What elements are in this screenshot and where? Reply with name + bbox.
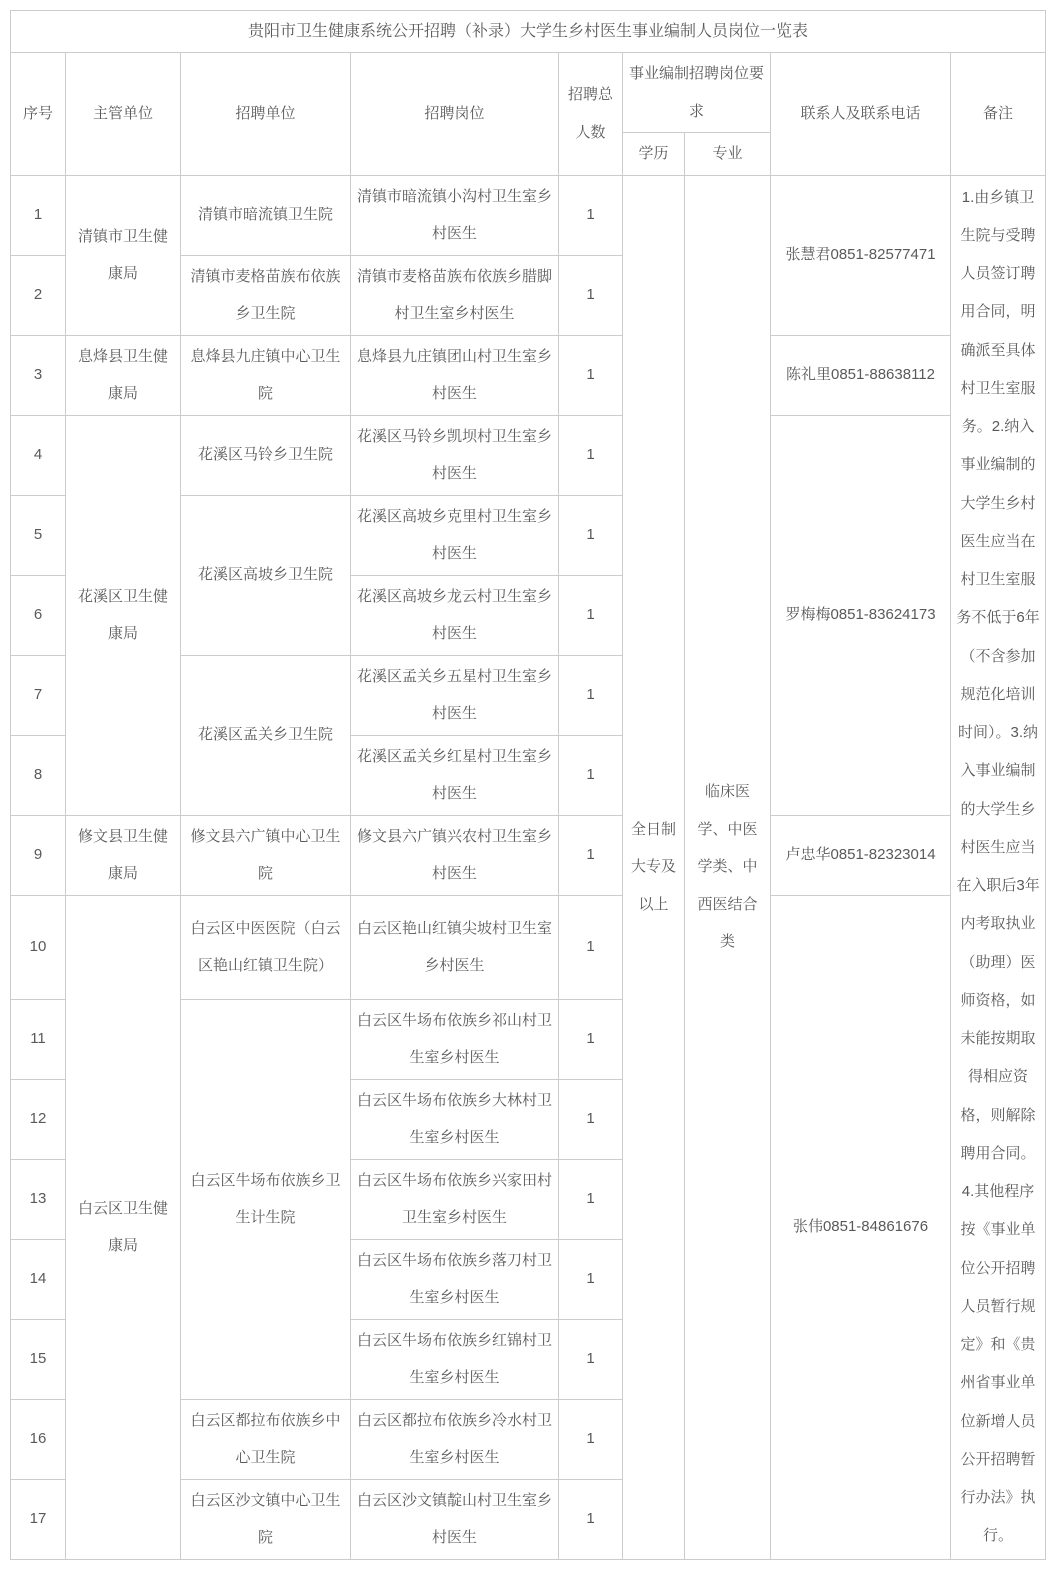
- major-cell: 临床医学、中医学类、中西医结合类: [685, 175, 771, 1559]
- supervisor-cell: 修文县卫生健康局: [66, 815, 181, 895]
- seq-cell: 14: [11, 1239, 66, 1319]
- count-cell: 1: [559, 575, 623, 655]
- seq-cell: 15: [11, 1319, 66, 1399]
- position-cell: 花溪区孟关乡红星村卫生室乡村医生: [351, 735, 559, 815]
- contact-cell: 卢忠华0851-82323014: [771, 815, 951, 895]
- employer-cell: 修文县六广镇中心卫生院: [181, 815, 351, 895]
- position-cell: 白云区牛场布依族乡大林村卫生室乡村医生: [351, 1079, 559, 1159]
- employer-cell: 花溪区孟关乡卫生院: [181, 655, 351, 815]
- position-cell: 花溪区高坡乡克里村卫生室乡村医生: [351, 495, 559, 575]
- seq-cell: 16: [11, 1399, 66, 1479]
- position-cell: 白云区牛场布依族乡祁山村卫生室乡村医生: [351, 999, 559, 1079]
- count-cell: 1: [559, 1319, 623, 1399]
- count-cell: 1: [559, 815, 623, 895]
- table-row: [11, 175, 1046, 255]
- count-cell: 1: [559, 1479, 623, 1559]
- employer-cell: 花溪区马铃乡卫生院: [181, 415, 351, 495]
- position-cell: 息烽县九庄镇团山村卫生室乡村医生: [351, 335, 559, 415]
- seq-cell: 9: [11, 815, 66, 895]
- employer-cell: 清镇市暗流镇卫生院: [181, 175, 351, 255]
- seq-cell: 12: [11, 1079, 66, 1159]
- position-cell: 花溪区马铃乡凯坝村卫生室乡村医生: [351, 415, 559, 495]
- count-cell: 1: [559, 735, 623, 815]
- header-requirements: 事业编制招聘岗位要求: [623, 53, 771, 133]
- position-table: [10, 10, 1046, 1560]
- header-remarks: 备注: [951, 53, 1046, 176]
- seq-cell: 2: [11, 255, 66, 335]
- table-title: 贵阳市卫生健康系统公开招聘（补录）大学生乡村医生事业编制人员岗位一览表: [11, 11, 1046, 53]
- seq-cell: 7: [11, 655, 66, 735]
- position-cell: 清镇市麦格苗族布依族乡腊脚村卫生室乡村医生: [351, 255, 559, 335]
- remarks-cell: 1.由乡镇卫生院与受聘人员签订聘用合同，明确派至具体村卫生室服务。2.纳入事业编制的大学生乡村医生应当在村卫生室服务不低于6年（不含参加规范化培训时间）。3.纳入事业编制的大学生乡村医生应当在入职后3年内考取执业（助理）医师资格，如未能按期取得相应资格，则解除聘用合同。4.其他程序按《事业单位公开招聘人员暂行规定》和《贵州省事业单位新增人员公开招聘暂行办法》执行。: [951, 175, 1046, 1559]
- seq-cell: 1: [11, 175, 66, 255]
- count-cell: 1: [559, 335, 623, 415]
- title-row: [11, 11, 1046, 53]
- table-row: [11, 815, 1046, 895]
- count-cell: 1: [559, 495, 623, 575]
- employer-cell: 白云区都拉布依族乡中心卫生院: [181, 1399, 351, 1479]
- position-cell: 白云区都拉布依族乡冷水村卫生室乡村医生: [351, 1399, 559, 1479]
- employer-cell: 清镇市麦格苗族布依族乡卫生院: [181, 255, 351, 335]
- employer-cell: 花溪区高坡乡卫生院: [181, 495, 351, 655]
- employer-cell: 息烽县九庄镇中心卫生院: [181, 335, 351, 415]
- header-contact: 联系人及联系电话: [771, 53, 951, 176]
- seq-cell: 3: [11, 335, 66, 415]
- seq-cell: 4: [11, 415, 66, 495]
- position-cell: 白云区牛场布依族乡落刀村卫生室乡村医生: [351, 1239, 559, 1319]
- position-cell: 白云区艳山红镇尖坡村卫生室乡村医生: [351, 895, 559, 999]
- position-cell: 白云区牛场布依族乡兴家田村卫生室乡村医生: [351, 1159, 559, 1239]
- header-row: [11, 53, 1046, 133]
- header-major: 专业: [685, 133, 771, 176]
- employer-cell: 白云区沙文镇中心卫生院: [181, 1479, 351, 1559]
- table-row: [11, 415, 1046, 495]
- contact-cell: 罗梅梅0851-83624173: [771, 415, 951, 815]
- position-cell: 白云区牛场布依族乡红锦村卫生室乡村医生: [351, 1319, 559, 1399]
- supervisor-cell: 花溪区卫生健康局: [66, 415, 181, 815]
- supervisor-cell: 清镇市卫生健康局: [66, 175, 181, 335]
- seq-cell: 13: [11, 1159, 66, 1239]
- seq-cell: 8: [11, 735, 66, 815]
- seq-cell: 11: [11, 999, 66, 1079]
- count-cell: 1: [559, 1239, 623, 1319]
- position-cell: 白云区沙文镇靛山村卫生室乡村医生: [351, 1479, 559, 1559]
- count-cell: 1: [559, 895, 623, 999]
- header-seq: 序号: [11, 53, 66, 176]
- seq-cell: 5: [11, 495, 66, 575]
- employer-cell: 白云区牛场布依族乡卫生计生院: [181, 999, 351, 1399]
- employer-cell: 白云区中医医院（白云区艳山红镇卫生院）: [181, 895, 351, 999]
- table-row: [11, 895, 1046, 999]
- count-cell: 1: [559, 255, 623, 335]
- position-cell: 花溪区高坡乡龙云村卫生室乡村医生: [351, 575, 559, 655]
- contact-cell: 张慧君0851-82577471: [771, 175, 951, 335]
- count-cell: 1: [559, 415, 623, 495]
- count-cell: 1: [559, 655, 623, 735]
- header-count: 招聘总人数: [559, 53, 623, 176]
- header-employer: 招聘单位: [181, 53, 351, 176]
- count-cell: 1: [559, 999, 623, 1079]
- seq-cell: 6: [11, 575, 66, 655]
- count-cell: 1: [559, 1159, 623, 1239]
- table-row: [11, 335, 1046, 415]
- seq-cell: 10: [11, 895, 66, 999]
- count-cell: 1: [559, 1079, 623, 1159]
- count-cell: 1: [559, 1399, 623, 1479]
- count-cell: 1: [559, 175, 623, 255]
- position-cell: 花溪区孟关乡五星村卫生室乡村医生: [351, 655, 559, 735]
- seq-cell: 17: [11, 1479, 66, 1559]
- position-cell: 清镇市暗流镇小沟村卫生室乡村医生: [351, 175, 559, 255]
- contact-cell: 张伟0851-84861676: [771, 895, 951, 1559]
- supervisor-cell: 息烽县卫生健康局: [66, 335, 181, 415]
- header-education: 学历: [623, 133, 685, 176]
- header-position: 招聘岗位: [351, 53, 559, 176]
- education-cell: 全日制大专及以上: [623, 175, 685, 1559]
- header-supervisor: 主管单位: [66, 53, 181, 176]
- supervisor-cell: 白云区卫生健康局: [66, 895, 181, 1559]
- position-cell: 修文县六广镇兴农村卫生室乡村医生: [351, 815, 559, 895]
- contact-cell: 陈礼里0851-88638112: [771, 335, 951, 415]
